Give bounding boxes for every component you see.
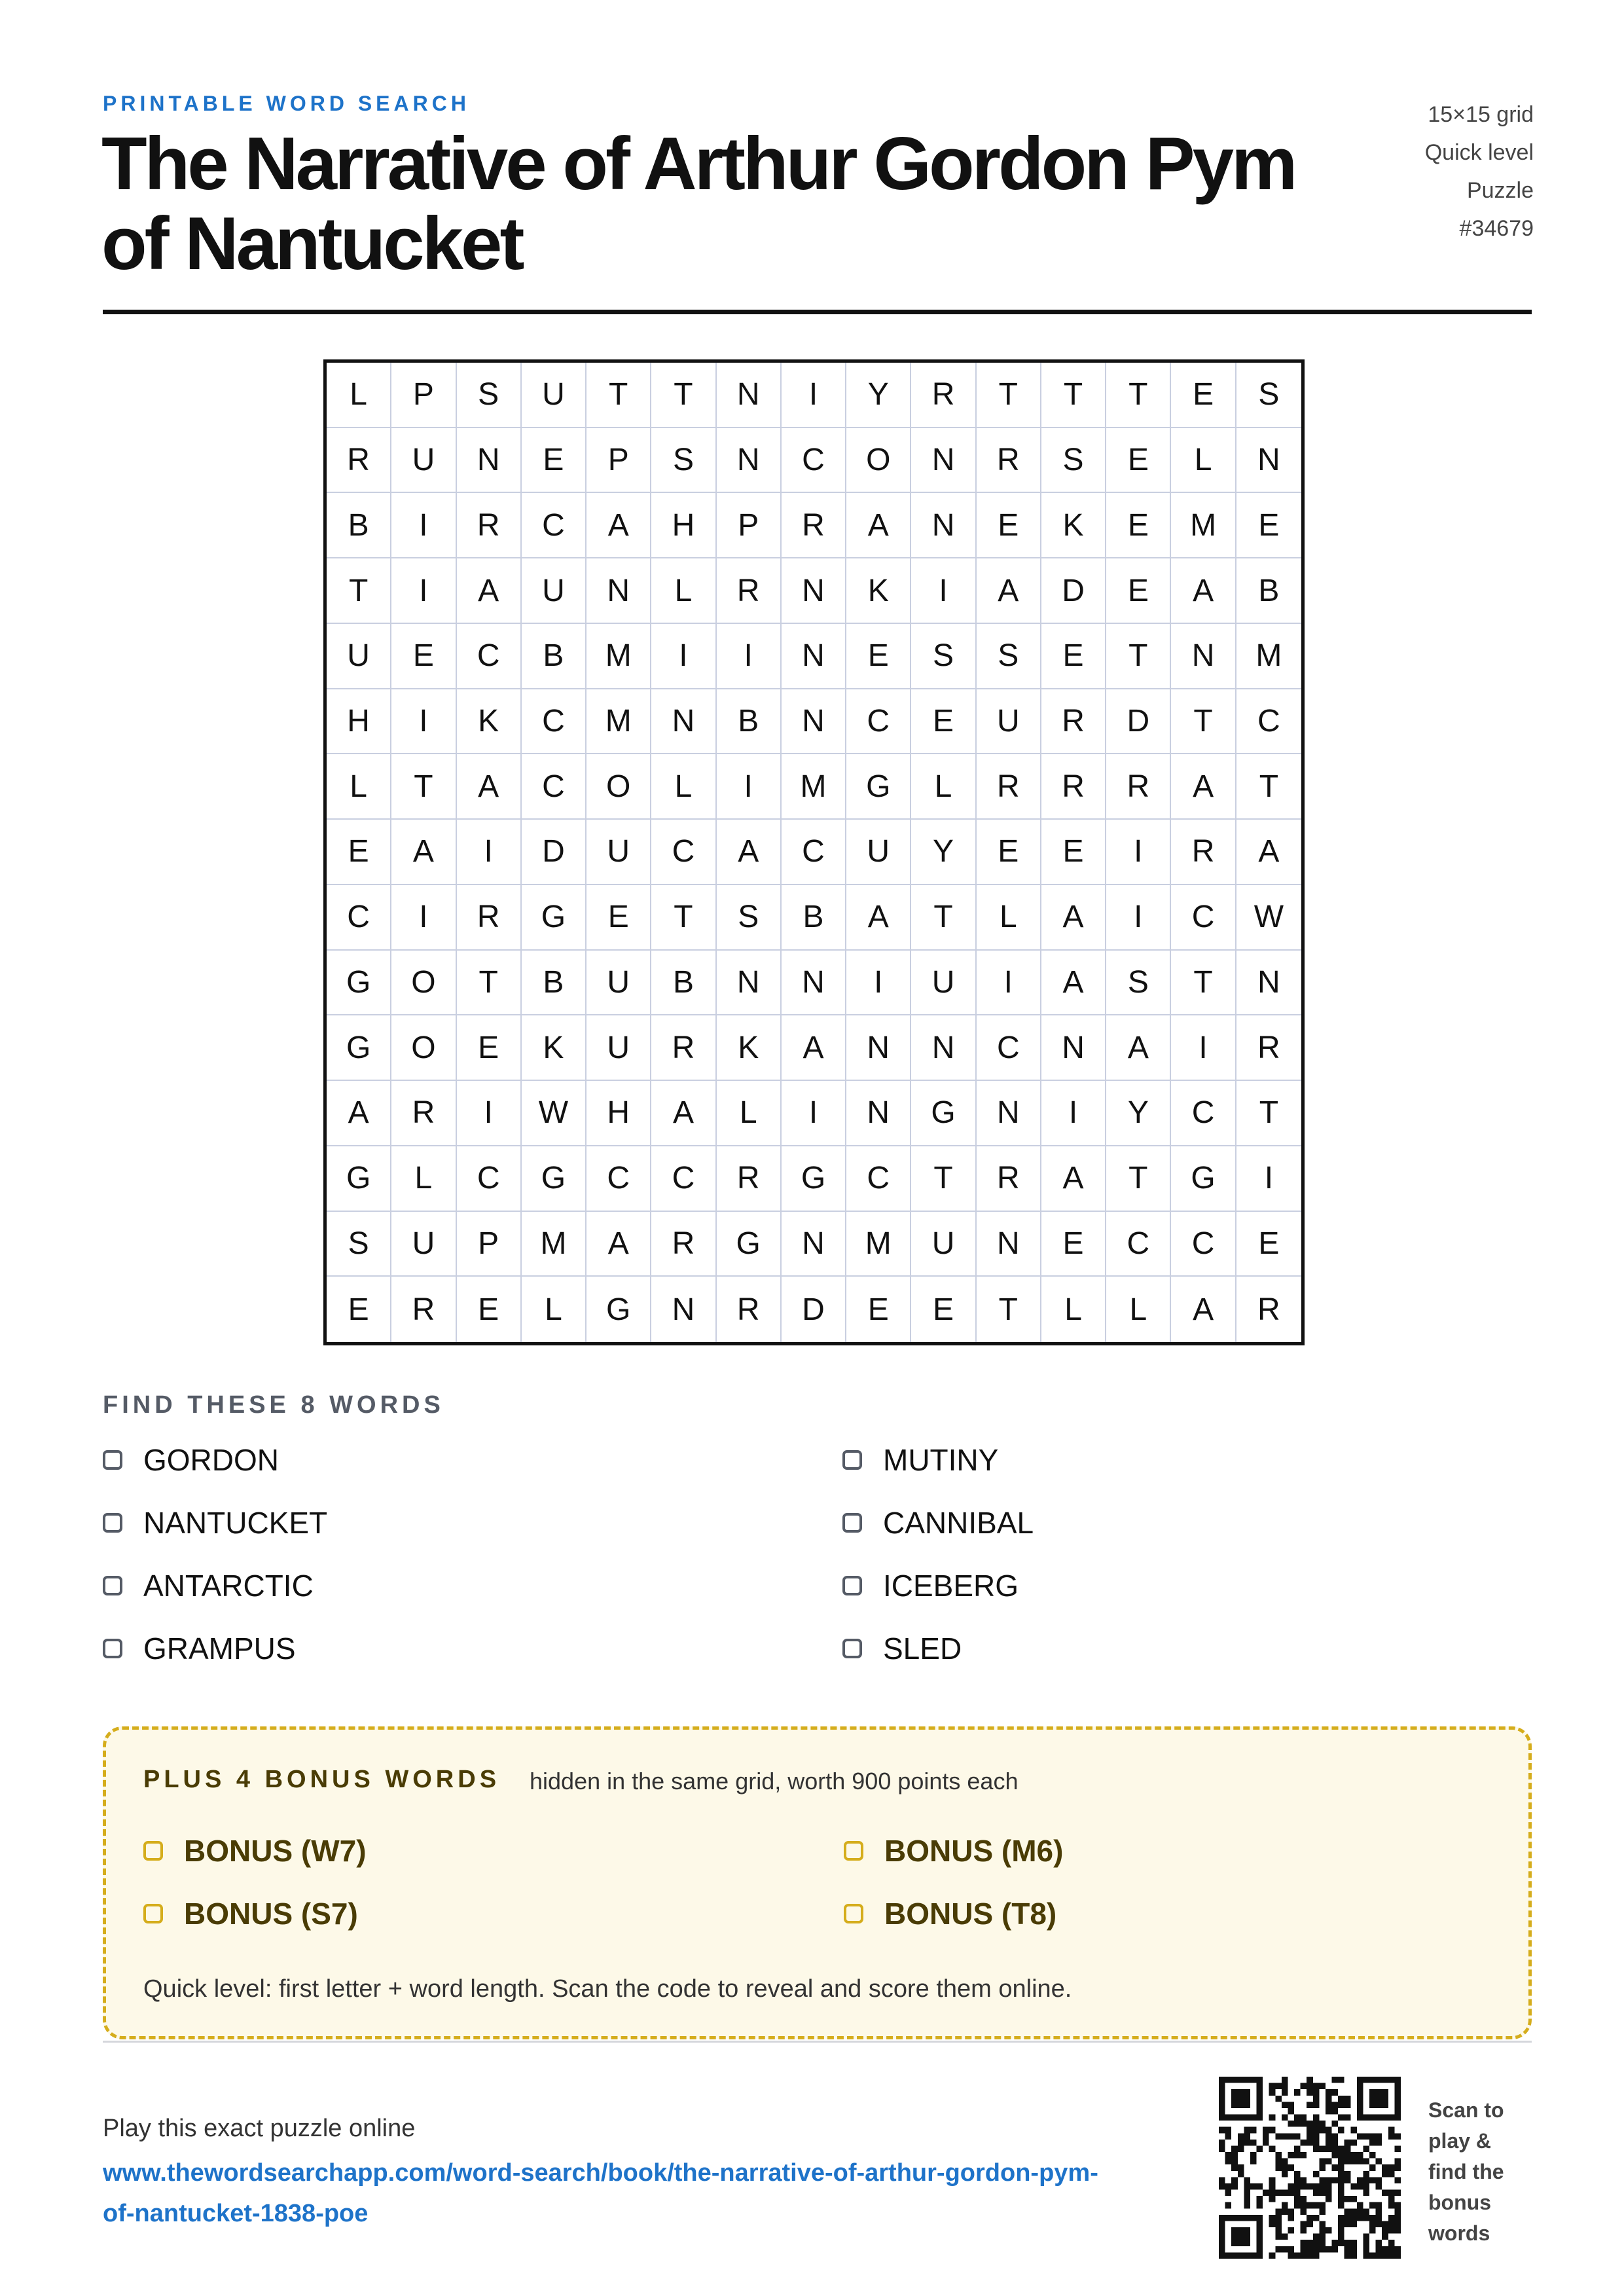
grid-cell[interactable]: S: [1106, 951, 1171, 1016]
word-label: GORDON: [143, 1443, 279, 1477]
grid-cell[interactable]: C: [782, 820, 846, 885]
grid-cell[interactable]: L: [717, 1081, 782, 1146]
word-search-grid: [323, 359, 1305, 1345]
grid-cell[interactable]: C: [586, 1146, 651, 1212]
grid-cell[interactable]: I: [1106, 885, 1171, 951]
grid-cell[interactable]: T: [1236, 754, 1301, 820]
grid-cell[interactable]: E: [1171, 363, 1236, 428]
grid-cell[interactable]: G: [522, 885, 586, 951]
checkbox-icon[interactable]: [842, 1450, 862, 1470]
grid-cell[interactable]: I: [391, 558, 456, 624]
grid-cell[interactable]: C: [1171, 1081, 1236, 1146]
grid-cell[interactable]: I: [457, 820, 522, 885]
grid-cell[interactable]: P: [457, 1212, 522, 1277]
checkbox-icon[interactable]: [842, 1513, 862, 1533]
grid-cell[interactable]: N: [782, 951, 846, 1016]
grid-cell[interactable]: R: [651, 1212, 716, 1277]
grid-cell[interactable]: E: [1106, 558, 1171, 624]
grid-cell[interactable]: A: [846, 885, 911, 951]
bonus-item[interactable]: [143, 1834, 844, 1867]
grid-cell[interactable]: T: [1106, 1146, 1171, 1212]
grid-cell[interactable]: R: [457, 885, 522, 951]
grid-cell[interactable]: S: [911, 624, 976, 689]
grid-cell[interactable]: A: [327, 1081, 391, 1146]
grid-cell[interactable]: C: [522, 493, 586, 558]
grid-cell[interactable]: T: [1171, 951, 1236, 1016]
grid-cell[interactable]: G: [327, 1015, 391, 1081]
grid-cell[interactable]: C: [522, 754, 586, 820]
grid-cell[interactable]: T: [977, 1277, 1041, 1342]
grid-cell[interactable]: U: [586, 820, 651, 885]
grid-cell[interactable]: A: [1171, 558, 1236, 624]
grid-cell[interactable]: C: [457, 624, 522, 689]
grid-cell[interactable]: A: [457, 558, 522, 624]
checkbox-icon[interactable]: [143, 1841, 163, 1861]
grid-cell[interactable]: I: [717, 754, 782, 820]
grid-cell[interactable]: O: [586, 754, 651, 820]
qr-code-icon[interactable]: [1219, 2077, 1401, 2259]
grid-cell[interactable]: C: [522, 689, 586, 755]
grid-cell[interactable]: R: [1257, 1292, 1280, 1327]
checkbox-icon[interactable]: [143, 1904, 163, 1923]
grid-cell[interactable]: A: [1171, 1277, 1236, 1342]
grid-cell[interactable]: G: [782, 1146, 846, 1212]
grid-cell[interactable]: E: [391, 624, 456, 689]
grid-cell[interactable]: N: [977, 1212, 1041, 1277]
grid-cell[interactable]: G: [846, 754, 911, 820]
grid-cell[interactable]: N: [911, 428, 976, 494]
bonus-panel: [103, 1726, 1532, 2039]
grid-cell[interactable]: K: [717, 1015, 782, 1081]
grid-cell[interactable]: A: [651, 1081, 716, 1146]
grid-cell[interactable]: M: [586, 689, 651, 755]
grid-cell[interactable]: B: [522, 624, 586, 689]
grid-cell[interactable]: E: [846, 1277, 911, 1342]
word-list: [103, 1444, 1216, 1665]
grid-cell[interactable]: L: [1106, 1277, 1171, 1342]
grid-cell[interactable]: D: [1041, 558, 1106, 624]
word-label: ICEBERG: [883, 1569, 1019, 1603]
grid-cell[interactable]: K: [522, 1015, 586, 1081]
grid-cell[interactable]: T: [1171, 689, 1236, 755]
grid-cell[interactable]: M: [522, 1212, 586, 1277]
grid-cell[interactable]: N: [782, 689, 846, 755]
grid-cell[interactable]: O: [846, 428, 911, 494]
word-item[interactable]: [103, 1569, 842, 1602]
meta-grid-size: 15×15 grid: [1428, 102, 1534, 127]
grid-cell[interactable]: W: [1236, 885, 1301, 951]
grid-cell[interactable]: R: [391, 1277, 456, 1342]
grid-cell[interactable]: T: [911, 885, 976, 951]
word-item[interactable]: [103, 1632, 842, 1665]
grid-cell[interactable]: S: [327, 1212, 391, 1277]
grid-cell[interactable]: B: [651, 951, 716, 1016]
grid-cell[interactable]: P: [586, 428, 651, 494]
grid-cell[interactable]: R: [457, 493, 522, 558]
grid-cell[interactable]: C: [846, 689, 911, 755]
grid-cell[interactable]: O: [391, 951, 456, 1016]
grid-cell[interactable]: R: [1106, 754, 1171, 820]
grid-cell[interactable]: I: [1236, 1146, 1301, 1212]
grid-cell[interactable]: E: [327, 820, 391, 885]
grid-cell[interactable]: R: [1041, 689, 1106, 755]
word-item[interactable]: [842, 1569, 1216, 1602]
grid-cell[interactable]: C: [977, 1015, 1041, 1081]
scan-note: Scan to play & find the bonus words: [1428, 2098, 1504, 2245]
grid-cell[interactable]: E: [977, 493, 1041, 558]
grid-cell[interactable]: O: [391, 1015, 456, 1081]
grid-cell[interactable]: E: [457, 1277, 522, 1342]
grid-cell[interactable]: N: [846, 1015, 911, 1081]
grid-cell[interactable]: G: [327, 1146, 391, 1212]
word-item[interactable]: [842, 1632, 1216, 1665]
grid-cell[interactable]: L: [327, 754, 391, 820]
grid-cell[interactable]: S: [651, 428, 716, 494]
grid-cell[interactable]: N: [651, 1277, 716, 1342]
grid-cell[interactable]: C: [1171, 885, 1236, 951]
grid-cell[interactable]: A: [717, 820, 782, 885]
grid-cell[interactable]: E: [911, 1277, 976, 1342]
bonus-list: [143, 1834, 1171, 1930]
grid-cell[interactable]: L: [651, 754, 716, 820]
grid-cell[interactable]: B: [1236, 558, 1301, 624]
grid-cell[interactable]: U: [586, 1015, 651, 1081]
grid-cell[interactable]: S: [1041, 428, 1106, 494]
grid-cell[interactable]: N: [586, 558, 651, 624]
grid-cell[interactable]: E: [1041, 624, 1106, 689]
page-kicker: PRINTABLE WORD SEARCH: [103, 92, 470, 115]
grid-cell[interactable]: U: [522, 363, 586, 428]
grid-cell[interactable]: S: [977, 624, 1041, 689]
grid-cell[interactable]: E: [846, 624, 911, 689]
grid-cell[interactable]: G: [522, 1146, 586, 1212]
checkbox-icon[interactable]: [842, 1639, 862, 1658]
grid-cell[interactable]: T: [977, 363, 1041, 428]
grid-cell[interactable]: E: [977, 820, 1041, 885]
grid-cell[interactable]: A: [391, 820, 456, 885]
grid-cell[interactable]: D: [522, 820, 586, 885]
grid-cell[interactable]: C: [651, 820, 716, 885]
grid-cell[interactable]: H: [586, 1081, 651, 1146]
grid-cell[interactable]: U: [327, 624, 391, 689]
word-label: SLED: [883, 1631, 962, 1666]
grid-cell[interactable]: T: [1041, 363, 1106, 428]
grid-cell[interactable]: A: [457, 754, 522, 820]
grid-cell[interactable]: N: [1236, 951, 1301, 1016]
grid-cell[interactable]: N: [1041, 1015, 1106, 1081]
grid-cell[interactable]: R: [717, 1277, 782, 1342]
grid-cell[interactable]: N: [1236, 428, 1301, 494]
word-item[interactable]: [103, 1506, 842, 1539]
grid-cell[interactable]: N: [782, 624, 846, 689]
grid-cell[interactable]: L: [522, 1277, 586, 1342]
grid-cell[interactable]: N: [782, 1212, 846, 1277]
grid-cell[interactable]: A: [1236, 820, 1301, 885]
bonus-label: BONUS (T8): [884, 1897, 1057, 1931]
grid-cell[interactable]: L: [327, 363, 391, 428]
bonus-item[interactable]: [844, 1897, 1171, 1930]
grid-cell[interactable]: E: [911, 689, 976, 755]
grid-cell[interactable]: E: [586, 885, 651, 951]
grid-cell[interactable]: K: [846, 558, 911, 624]
grid-cell[interactable]: I: [782, 363, 846, 428]
grid-cell[interactable]: N: [651, 689, 716, 755]
grid-cell[interactable]: A: [782, 1015, 846, 1081]
grid-cell[interactable]: E: [1106, 428, 1171, 494]
bonus-item[interactable]: [844, 1834, 1171, 1867]
bonus-label: BONUS (S7): [184, 1897, 358, 1931]
checkbox-icon[interactable]: [844, 1904, 863, 1923]
bonus-subheading: hidden in the same grid, worth 900 points each: [530, 1768, 1019, 1795]
grid-cell[interactable]: T: [1106, 363, 1171, 428]
word-label: GRAMPUS: [143, 1631, 296, 1666]
checkbox-icon[interactable]: [842, 1576, 862, 1595]
grid-cell[interactable]: R: [911, 363, 976, 428]
grid-cell[interactable]: I: [391, 885, 456, 951]
grid-cell[interactable]: C: [651, 1146, 716, 1212]
grid-cell[interactable]: M: [782, 754, 846, 820]
grid-cell[interactable]: I: [457, 1081, 522, 1146]
grid-cell[interactable]: K: [457, 689, 522, 755]
page-title: The Narrative of Arthur Gordon Pym of Nantucket: [101, 122, 1295, 285]
grid-cell[interactable]: L: [1171, 428, 1236, 494]
grid-cell[interactable]: M: [586, 624, 651, 689]
grid-cell[interactable]: A: [846, 493, 911, 558]
grid-cell[interactable]: N: [457, 428, 522, 494]
grid-cell[interactable]: U: [586, 951, 651, 1016]
grid-cell[interactable]: U: [846, 820, 911, 885]
grid-cell[interactable]: T: [651, 363, 716, 428]
grid-cell[interactable]: D: [782, 1277, 846, 1342]
grid-cell[interactable]: R: [977, 754, 1041, 820]
grid-cell[interactable]: T: [651, 885, 716, 951]
grid-cell[interactable]: U: [911, 1212, 976, 1277]
grid-cell[interactable]: E: [1236, 493, 1301, 558]
grid-cell[interactable]: R: [977, 1146, 1041, 1212]
grid-cell[interactable]: G: [586, 1277, 651, 1342]
grid-cell[interactable]: U: [911, 951, 976, 1016]
grid-cell[interactable]: R: [1171, 820, 1236, 885]
grid-cell[interactable]: Y: [911, 820, 976, 885]
grid-cell[interactable]: N: [911, 1015, 976, 1081]
checkbox-icon[interactable]: [103, 1513, 122, 1533]
grid-cell[interactable]: B: [717, 689, 782, 755]
grid-cell[interactable]: L: [1041, 1277, 1106, 1342]
checkbox-icon[interactable]: [103, 1576, 122, 1595]
grid-cell[interactable]: A: [1041, 885, 1106, 951]
word-item[interactable]: [842, 1506, 1216, 1539]
grid-cell[interactable]: N: [1171, 624, 1236, 689]
grid-cell[interactable]: R: [782, 493, 846, 558]
grid-cell[interactable]: S: [457, 363, 522, 428]
grid-cell[interactable]: U: [522, 558, 586, 624]
grid-cell[interactable]: D: [1106, 689, 1171, 755]
grid-cell[interactable]: C: [1236, 689, 1301, 755]
word-label: NANTUCKET: [143, 1506, 328, 1540]
grid-cell[interactable]: B: [522, 951, 586, 1016]
grid-cell[interactable]: R: [717, 558, 782, 624]
grid-cell[interactable]: I: [1171, 1015, 1236, 1081]
grid-cell[interactable]: I: [846, 951, 911, 1016]
grid-cell[interactable]: N: [717, 428, 782, 494]
meta-level: Quick level: [1424, 140, 1534, 165]
puzzle-meta: [1337, 96, 1534, 247]
grid-cell[interactable]: I: [391, 493, 456, 558]
grid-cell[interactable]: C: [457, 1146, 522, 1212]
grid-cell[interactable]: A: [1171, 754, 1236, 820]
grid-cell[interactable]: G: [1171, 1146, 1236, 1212]
grid-cell[interactable]: R: [327, 428, 391, 494]
grid-cell[interactable]: I: [911, 558, 976, 624]
play-online-label: Play this exact puzzle online: [103, 2115, 416, 2142]
grid-cell[interactable]: R: [1236, 1015, 1301, 1081]
grid-cell[interactable]: A: [586, 493, 651, 558]
grid-cell[interactable]: B: [782, 885, 846, 951]
grid-cell[interactable]: R: [651, 1015, 716, 1081]
word-label: MUTINY: [883, 1443, 999, 1477]
grid-cell[interactable]: T: [1106, 624, 1171, 689]
grid-cell[interactable]: I: [651, 624, 716, 689]
meta-puzzle-number: #34679: [1459, 216, 1534, 241]
grid-cell[interactable]: G: [327, 951, 391, 1016]
grid-cell[interactable]: N: [977, 1081, 1041, 1146]
grid-cell[interactable]: N: [911, 493, 976, 558]
grid-cell[interactable]: H: [327, 689, 391, 755]
grid-cell[interactable]: R: [717, 1146, 782, 1212]
grid-cell[interactable]: C: [846, 1146, 911, 1212]
grid-cell[interactable]: E: [1106, 493, 1171, 558]
grid-cell[interactable]: H: [651, 493, 716, 558]
grid-cell[interactable]: E: [327, 1277, 391, 1342]
bonus-item[interactable]: [143, 1897, 844, 1930]
grid-cell[interactable]: P: [717, 493, 782, 558]
word-item[interactable]: [103, 1444, 842, 1476]
footer-divider: [103, 2041, 1532, 2043]
grid-cell[interactable]: C: [782, 428, 846, 494]
grid-cell[interactable]: R: [1041, 754, 1106, 820]
grid-cell[interactable]: L: [651, 558, 716, 624]
grid-cell[interactable]: E: [1041, 820, 1106, 885]
grid-cell[interactable]: T: [391, 754, 456, 820]
grid-cell[interactable]: T: [586, 363, 651, 428]
grid-cell[interactable]: C: [327, 885, 391, 951]
grid-cell[interactable]: I: [977, 951, 1041, 1016]
grid-cell[interactable]: E: [1041, 1212, 1106, 1277]
grid-cell[interactable]: A: [1106, 1015, 1171, 1081]
checkbox-icon[interactable]: [844, 1841, 863, 1861]
grid-cell[interactable]: E: [1236, 1212, 1301, 1277]
grid-cell[interactable]: N: [717, 951, 782, 1016]
word-list-heading: FIND THESE 8 WORDS: [103, 1391, 444, 1419]
grid-cell[interactable]: T: [457, 951, 522, 1016]
grid-cell[interactable]: E: [457, 1015, 522, 1081]
grid-cell[interactable]: K: [1041, 493, 1106, 558]
grid-cell[interactable]: I: [1106, 820, 1171, 885]
grid-cell[interactable]: L: [391, 1146, 456, 1212]
grid-cell[interactable]: L: [977, 885, 1041, 951]
bonus-label: BONUS (W7): [184, 1834, 367, 1868]
grid-cell[interactable]: U: [391, 1212, 456, 1277]
grid-cell[interactable]: I: [391, 689, 456, 755]
grid-cell[interactable]: A: [977, 558, 1041, 624]
grid-cell[interactable]: A: [1041, 1146, 1106, 1212]
grid-cell[interactable]: C: [1171, 1212, 1236, 1277]
grid-cell[interactable]: N: [846, 1081, 911, 1146]
grid-cell[interactable]: A: [1041, 951, 1106, 1016]
grid-cell[interactable]: E: [522, 428, 586, 494]
bonus-heading: PLUS 4 BONUS WORDS: [143, 1766, 501, 1793]
grid-cell[interactable]: I: [717, 624, 782, 689]
grid-cell[interactable]: R: [391, 1081, 456, 1146]
grid-cell[interactable]: B: [327, 493, 391, 558]
grid-cell[interactable]: R: [977, 428, 1041, 494]
grid-cell[interactable]: C: [1106, 1212, 1171, 1277]
grid-cell[interactable]: M: [1236, 624, 1301, 689]
grid-cell[interactable]: M: [1171, 493, 1236, 558]
grid-cell[interactable]: T: [911, 1146, 976, 1212]
grid-cell[interactable]: I: [782, 1081, 846, 1146]
grid-cell[interactable]: N: [782, 558, 846, 624]
puzzle-url-link[interactable]: www.thewordsearchapp.com/word-search/book/the-narrative-of-arthur-gordon-pym-of-nantucket-1838-poe: [103, 2159, 1098, 2227]
header-divider: [103, 310, 1532, 314]
word-item[interactable]: [842, 1444, 1216, 1476]
word-label: CANNIBAL: [883, 1506, 1034, 1540]
grid-cell[interactable]: W: [522, 1081, 586, 1146]
grid-cell[interactable]: S: [1236, 363, 1301, 428]
grid-cell[interactable]: A: [586, 1212, 651, 1277]
grid-cell[interactable]: G: [911, 1081, 976, 1146]
grid-cell[interactable]: S: [717, 885, 782, 951]
grid-cell[interactable]: T: [1236, 1081, 1301, 1146]
bonus-label: BONUS (M6): [884, 1834, 1064, 1868]
grid-cell[interactable]: N: [717, 363, 782, 428]
grid-cell[interactable]: U: [977, 689, 1041, 755]
grid-cell[interactable]: Y: [846, 363, 911, 428]
word-label: ANTARCTIC: [143, 1569, 314, 1603]
meta-label: Puzzle: [1466, 178, 1534, 203]
bonus-note: Quick level: first letter + word length. Scan the code to reveal and score them online.: [143, 1975, 1072, 2003]
grid-cell[interactable]: L: [911, 754, 976, 820]
grid-cell[interactable]: T: [327, 558, 391, 624]
grid-cell[interactable]: P: [391, 363, 456, 428]
grid-cell[interactable]: I: [1041, 1081, 1106, 1146]
grid-cell[interactable]: M: [846, 1212, 911, 1277]
grid-cell[interactable]: U: [391, 428, 456, 494]
grid-cell[interactable]: Y: [1106, 1081, 1171, 1146]
checkbox-icon[interactable]: [103, 1639, 122, 1658]
grid-cell[interactable]: G: [717, 1212, 782, 1277]
checkbox-icon[interactable]: [103, 1450, 122, 1470]
